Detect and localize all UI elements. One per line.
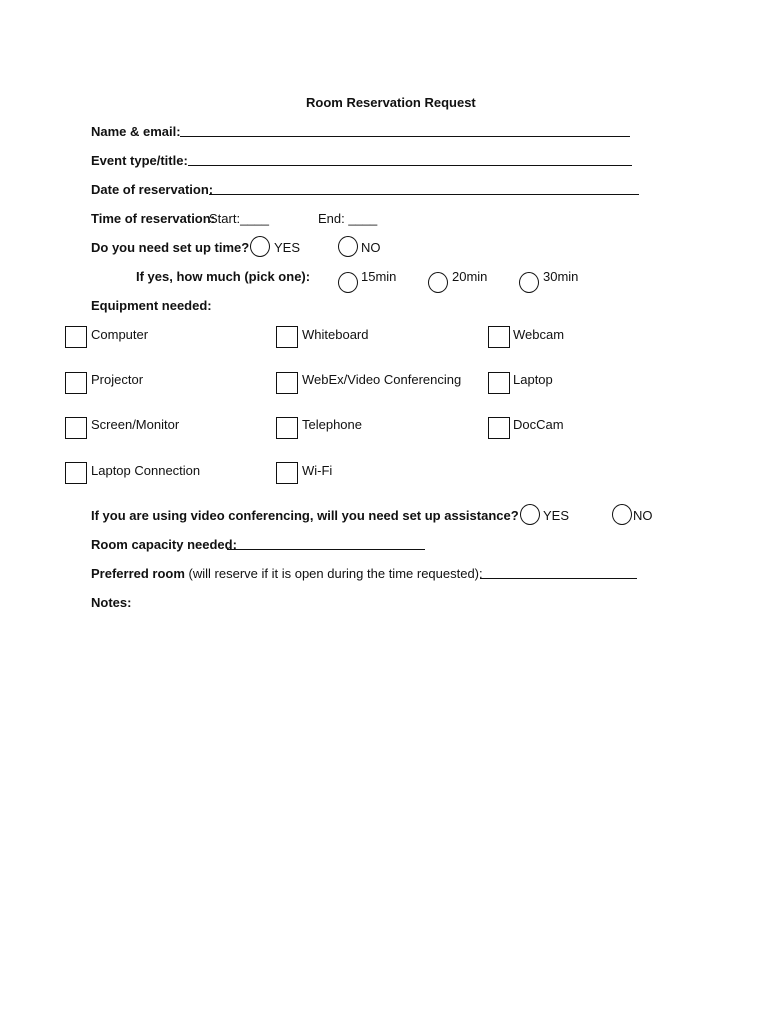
date-label: Date of reservation: xyxy=(91,182,214,197)
preferred-room-note: (will reserve if it is open during the time requested): xyxy=(188,566,483,581)
wifi-checkbox[interactable] xyxy=(276,462,298,484)
capacity-label: Room capacity needed: xyxy=(91,537,237,552)
doccam-checkbox[interactable] xyxy=(488,417,510,439)
vc-no-radio[interactable] xyxy=(612,504,632,525)
option-20min-label: 20min xyxy=(452,269,488,284)
time-label: Time of reservation: xyxy=(91,211,216,226)
option-15min-radio[interactable] xyxy=(338,272,358,293)
vc-yes-radio[interactable] xyxy=(520,504,540,525)
option-15min-label: 15min xyxy=(361,269,397,284)
preferred-room-field[interactable] xyxy=(480,578,637,579)
screen-monitor-label: Screen/Monitor xyxy=(91,417,180,432)
webcam-label: Webcam xyxy=(513,327,565,342)
vc-no-label: NO xyxy=(633,508,653,523)
end-time-field[interactable]: End: ____ xyxy=(318,211,378,226)
how-much-label: If yes, how much (pick one): xyxy=(136,269,311,284)
computer-checkbox[interactable] xyxy=(65,326,87,348)
whiteboard-label: Whiteboard xyxy=(302,327,369,342)
webex-label: WebEx/Video Conferencing xyxy=(302,372,462,387)
telephone-label: Telephone xyxy=(302,417,362,432)
name-email-field[interactable] xyxy=(180,136,630,137)
telephone-checkbox[interactable] xyxy=(276,417,298,439)
laptop-connection-checkbox[interactable] xyxy=(65,462,87,484)
laptop-checkbox[interactable] xyxy=(488,372,510,394)
equipment-label: Equipment needed: xyxy=(91,298,212,313)
option-30min-label: 30min xyxy=(543,269,579,284)
projector-label: Projector xyxy=(91,372,144,387)
whiteboard-checkbox[interactable] xyxy=(276,326,298,348)
date-field[interactable] xyxy=(209,194,639,195)
laptop-connection-label: Laptop Connection xyxy=(91,463,201,478)
option-20min-radio[interactable] xyxy=(428,272,448,293)
setup-question: Do you need set up time? xyxy=(91,240,250,255)
vc-yes-label: YES xyxy=(543,508,570,523)
event-type-label: Event type/title: xyxy=(91,153,188,168)
screen-monitor-checkbox[interactable] xyxy=(65,417,87,439)
computer-label: Computer xyxy=(91,327,149,342)
laptop-label: Laptop xyxy=(513,372,553,387)
projector-checkbox[interactable] xyxy=(65,372,87,394)
setup-no-radio[interactable] xyxy=(338,236,358,257)
setup-yes-label: YES xyxy=(274,240,301,255)
webcam-checkbox[interactable] xyxy=(488,326,510,348)
form-title: Room Reservation Request xyxy=(306,95,476,110)
event-type-field[interactable] xyxy=(188,165,632,166)
vc-question: If you are using video conferencing, will you need set up assistance? xyxy=(91,508,519,523)
notes-label: Notes: xyxy=(91,595,132,610)
doccam-label: DocCam xyxy=(513,417,564,432)
setup-yes-radio[interactable] xyxy=(250,236,270,257)
webex-checkbox[interactable] xyxy=(276,372,298,394)
capacity-field[interactable] xyxy=(227,549,425,550)
notes-area[interactable] xyxy=(91,615,641,935)
preferred-room-text xyxy=(91,566,483,581)
wifi-label: Wi-Fi xyxy=(302,463,333,478)
preferred-room-label: Preferred room xyxy=(91,566,185,581)
setup-no-label: NO xyxy=(361,240,381,255)
name-email-label: Name & email: xyxy=(91,124,181,139)
option-30min-radio[interactable] xyxy=(519,272,539,293)
start-time-field[interactable]: Start:____ xyxy=(209,211,269,226)
